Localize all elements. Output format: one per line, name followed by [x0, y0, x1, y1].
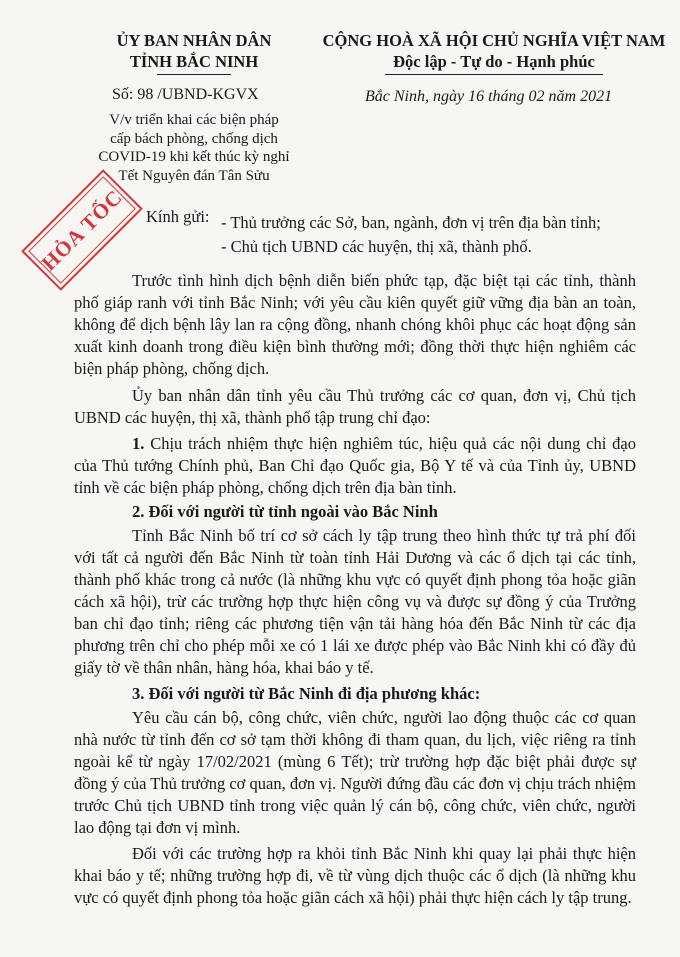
nation-title: CỘNG HOÀ XÃ HỘI CHỦ NGHĨA VIỆT NAM [322, 31, 666, 50]
national-header [318, 30, 670, 75]
subject-line: COVID-19 khi kết thúc kỳ nghỉ [98, 149, 290, 165]
subject-line: cấp bách phòng, chống dịch [110, 130, 278, 147]
document-date: Bắc Ninh, ngày 16 tháng 02 năm 2021 [365, 88, 613, 105]
section-1-number: 1. [132, 434, 145, 453]
section-1 [74, 433, 636, 499]
motto-underline [385, 74, 603, 75]
directive-paragraph: Ủy ban nhân dân tỉnh yêu cầu Thủ trưởng các cơ quan, đơn vị, Chủ tịch UBND các huyện, thị xã, thành phố tập trung chỉ đạo: [74, 386, 636, 427]
intro-paragraph: Trước tình hình dịch bệnh diễn biến phức tạp, đặc biệt tại các tỉnh, thành phố giáp ranh với tỉnh Bắc Ninh; với yêu cầu kiên quyết giữ vững địa bàn an toàn, không để dịch bệnh lây lan ra cộng đồng, nhanh chóng khôi phục các hoạt động sản xuất kinh doanh trong điều kiện bình thường mới; đồng thời thực hiện nghiêm các biện pháp phòng, chống dịch. [74, 271, 636, 378]
agency-underline [157, 74, 231, 75]
section-1-text: Chịu trách nhiệm thực hiện nghiêm túc, hiệu quả các nội dung chỉ đạo của Thủ tướng Chính phủ, Ban Chỉ đạo Quốc gia, Bộ Y tế và của Tỉnh ủy, UBND tỉnh về các biện pháp phòng, chống dịch trên địa bàn tỉnh. [74, 434, 636, 497]
agency-line-2: TỈNH BẮC NINH [129, 52, 259, 71]
section-3-text: Đối với các trường hợp ra khỏi tỉnh Bắc Ninh khi quay lại phải thực hiện khai báo y tế; những trường hợp đi, về từ vùng dịch thuộc các ổ dịch (là những khu vực có quyết định phong tỏa hoặc giãn cách xã hội) phải thực hiện cách ly tập trung. [74, 844, 636, 907]
urgent-stamp: HỎA TỐC [21, 169, 143, 291]
issuing-agency [84, 30, 304, 75]
agency-line-1: ỦY BAN NHÂN DÂN [116, 31, 272, 50]
recipient-item: - Thủ trưởng các Sở, ban, ngành, đơn vị trên địa bàn tỉnh; [221, 213, 601, 232]
national-motto: Độc lập - Tự do - Hạnh phúc [393, 52, 595, 71]
section-2-text: Tỉnh Bắc Ninh bố trí cơ sở cách ly tập trung theo hình thức tự trả phí đối với tất cả người đến Bắc Ninh từ toàn tỉnh Hải Dương và các ổ dịch tại các tỉnh, thành phố khác trong cả nước (là những khu vực có quyết định phong tỏa hoặc giãn cách xã hội), trừ các trường hợp thực hiện công vụ và được sự đồng ý của Trưởng ban chỉ đạo tỉnh; riêng các phương tiện vận tải hàng hóa đến Bắc Ninh từ các địa phương trên chỉ cho phép mỗi xe có 1 lái xe được phép vào Bắc Ninh khi có đầy đủ giấy tờ về thân nhân, hàng hóa, khai báo y tế. [74, 526, 636, 677]
section-2-heading: 2. Đối với người từ tỉnh ngoài vào Bắc Ninh [132, 502, 438, 521]
recipient-item: - Chủ tịch UBND các huyện, thị xã, thành phố. [221, 237, 532, 256]
recipients-label: Kính gửi: [146, 207, 210, 226]
subject-line: V/v triển khai các biện pháp [109, 112, 279, 128]
section-3-heading: 3. Đối với người từ Bắc Ninh đi địa phương khác: [132, 684, 481, 703]
section-3-text: Yêu cầu cán bộ, công chức, viên chức, người lao động thuộc các cơ quan nhà nước từ tỉnh đến cơ sở tạm thời không đi tham quan, du lịch, việc riêng ra tỉnh ngoài kể từ ngày 17/02/2021 (mùng 6 Tết); trừ trường hợp đặc biệt phải được sự đồng ý của Thủ trưởng cơ quan, đơn vị. Người đứng đầu các đơn vị chịu trách nhiệm trước Chủ tịch UBND tỉnh trong việc quản lý cán bộ, công chức, viên chức, người lao động tại đơn vị mình. [74, 708, 636, 837]
subject-line: Tết Nguyên đán Tân Sửu [118, 167, 270, 184]
document-number: Số: 98 /UBND-KGVX [112, 86, 259, 103]
document-body [74, 270, 636, 909]
